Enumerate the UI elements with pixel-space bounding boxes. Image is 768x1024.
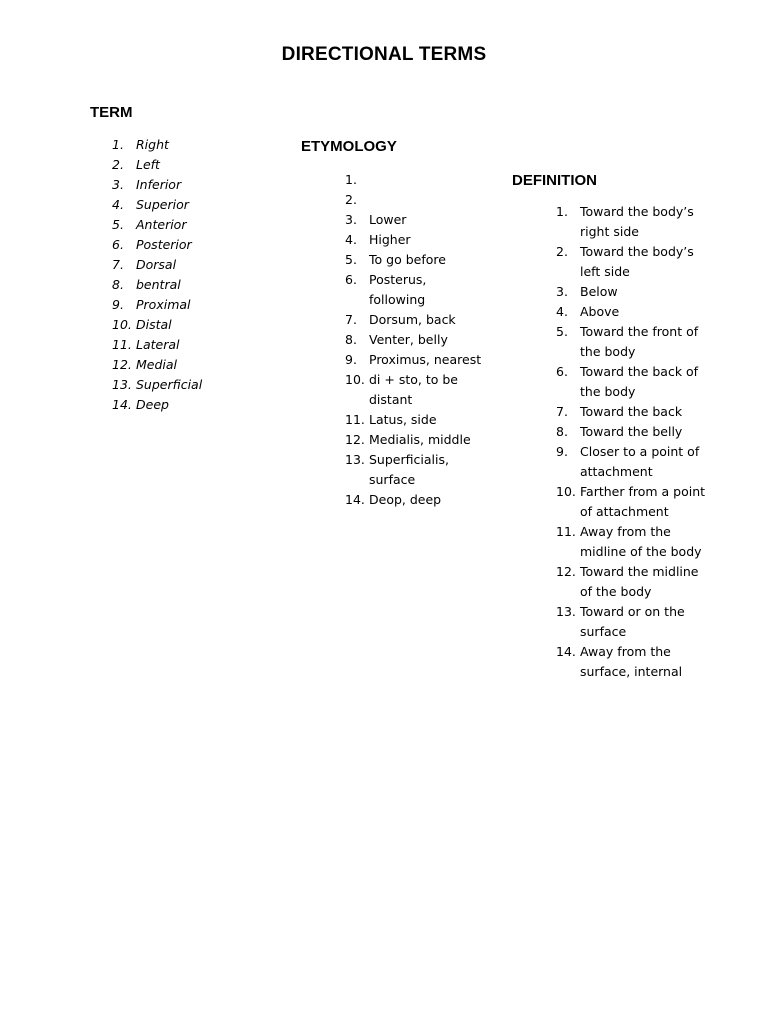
list-item-number: 1. [556,204,568,219]
list-item-number: 3. [556,284,568,299]
term-item [112,155,252,175]
etymology-item [345,270,485,310]
list-item-number: 1. [112,137,124,152]
list-item-number: 1. [345,172,357,187]
list-item-text: Latus, side [369,412,437,427]
list-item-text: Deep [136,397,169,412]
list-item-number: 7. [556,404,568,419]
list-item-text: di + sto, to be distant [369,372,458,407]
list-item-number: 5. [556,324,568,339]
list-item-number: 4. [556,304,568,319]
definition-item [556,442,706,482]
etymology-list [345,170,485,510]
list-item-text: Left [136,157,160,172]
list-item-text: Anterior [136,217,187,232]
definition-item [556,242,706,282]
definition-item [556,642,706,682]
definition-item [556,402,706,422]
term-item [112,295,252,315]
list-item-text: Lower [369,212,407,227]
definition-item [556,202,706,242]
etymology-item [345,170,485,190]
term-item [112,355,252,375]
list-item-number: 9. [556,444,568,459]
list-item-text: Proximus, nearest [369,352,482,367]
definition-item [556,362,706,402]
list-item-number: 12. [112,357,132,372]
list-item-number: 10. [556,484,576,499]
etymology-item [345,190,485,210]
list-item-text: Above [580,304,620,319]
term-heading: TERM [90,104,133,121]
list-item-text: Toward or on the surface [580,604,685,639]
term-item [112,175,252,195]
list-item-text: Toward the body’s right side [580,204,694,239]
term-item [112,375,252,395]
list-item-number: 2. [556,244,568,259]
term-item [112,195,252,215]
list-item-text: Superior [136,197,189,212]
list-item-number: 11. [556,524,576,539]
etymology-item [345,230,485,250]
list-item-number: 12. [556,564,576,579]
etymology-item [345,250,485,270]
list-item-number: 3. [112,177,124,192]
list-item-number: 4. [112,197,124,212]
list-item-number: 7. [112,257,124,272]
list-item-number: 2. [112,157,124,172]
list-item-text: Toward the back [580,404,683,419]
list-item-text: Away from the surface, internal [580,644,683,679]
etymology-item [345,430,485,450]
term-item [112,135,252,155]
list-item-number: 13. [345,452,365,467]
list-item-text: Right [136,137,169,152]
term-item [112,315,252,335]
term-item [112,335,252,355]
etymology-heading: ETYMOLOGY [301,138,397,155]
list-item-number: 9. [112,297,124,312]
list-item-number: 10. [345,372,365,387]
etymology-item [345,450,485,490]
etymology-item [345,370,485,410]
list-item-text: Medial [136,357,178,372]
list-item-text: Below [580,284,618,299]
list-item-text: Toward the belly [580,424,683,439]
definition-item [556,522,706,562]
definition-item [556,302,706,322]
list-item-number: 9. [345,352,357,367]
etymology-item [345,330,485,350]
list-item-text: Dorsal [136,257,177,272]
list-item-number: 5. [112,217,124,232]
list-item-text: Posterior [136,237,192,252]
list-item-number: 7. [345,312,357,327]
etymology-item [345,350,485,370]
list-item-number: 13. [112,377,132,392]
list-item-number: 5. [345,252,357,267]
list-item-text: Superficialis, surface [369,452,449,487]
definition-item [556,422,706,442]
list-item-text: Farther from a point of attachment [580,484,706,519]
term-item [112,275,252,295]
list-item-text: Lateral [136,337,180,352]
term-list [112,135,252,415]
list-item-text: Medialis, middle [369,432,471,447]
list-item-number: 6. [345,272,357,287]
list-item-text: Inferior [136,177,182,192]
list-item-text: Higher [369,232,411,247]
list-item-text: bentral [136,277,181,292]
etymology-item [345,210,485,230]
list-item-number: 4. [345,232,357,247]
list-item-number: 14. [556,644,576,659]
definition-item [556,482,706,522]
list-item-text: Posterus, following [369,272,427,307]
list-item-text: Toward the back of the body [580,364,699,399]
term-item [112,235,252,255]
list-item-text: Away from the midline of the body [580,524,702,559]
list-item-number: 13. [556,604,576,619]
list-item-text: Dorsum, back [369,312,456,327]
list-item-number: 2. [345,192,357,207]
list-item-number: 8. [112,277,124,292]
list-item-text: Deop, deep [369,492,442,507]
list-item-text: Closer to a point of attachment [580,444,700,479]
page-title: DIRECTIONAL TERMS [281,44,487,65]
list-item-number: 3. [345,212,357,227]
term-item [112,255,252,275]
definition-item [556,602,706,642]
list-item-number: 8. [345,332,357,347]
list-item-text: Superficial [136,377,203,392]
etymology-item [345,490,485,510]
list-item-text: Toward the front of the body [580,324,699,359]
list-item-number: 11. [345,412,365,427]
definition-item [556,282,706,302]
list-item-text: To go before [369,252,446,267]
list-item-text [369,170,485,190]
list-item-text: Toward the body’s left side [580,244,694,279]
list-item-text: Proximal [136,297,191,312]
list-item-number: 10. [112,317,132,332]
list-item-text [369,190,485,210]
list-item-text: Venter, belly [369,332,448,347]
list-item-number: 12. [345,432,365,447]
list-item-text: Toward the midline of the body [580,564,699,599]
list-item-number: 6. [556,364,568,379]
list-item-number: 8. [556,424,568,439]
definition-item [556,562,706,602]
definition-heading: DEFINITION [512,172,597,189]
etymology-item [345,310,485,330]
list-item-text: Distal [136,317,172,332]
list-item-number: 6. [112,237,124,252]
etymology-item [345,410,485,430]
list-item-number: 11. [112,337,132,352]
term-item [112,215,252,235]
list-item-number: 14. [345,492,365,507]
definition-list [556,202,706,682]
definition-item [556,322,706,362]
term-item [112,395,252,415]
list-item-number: 14. [112,397,132,412]
